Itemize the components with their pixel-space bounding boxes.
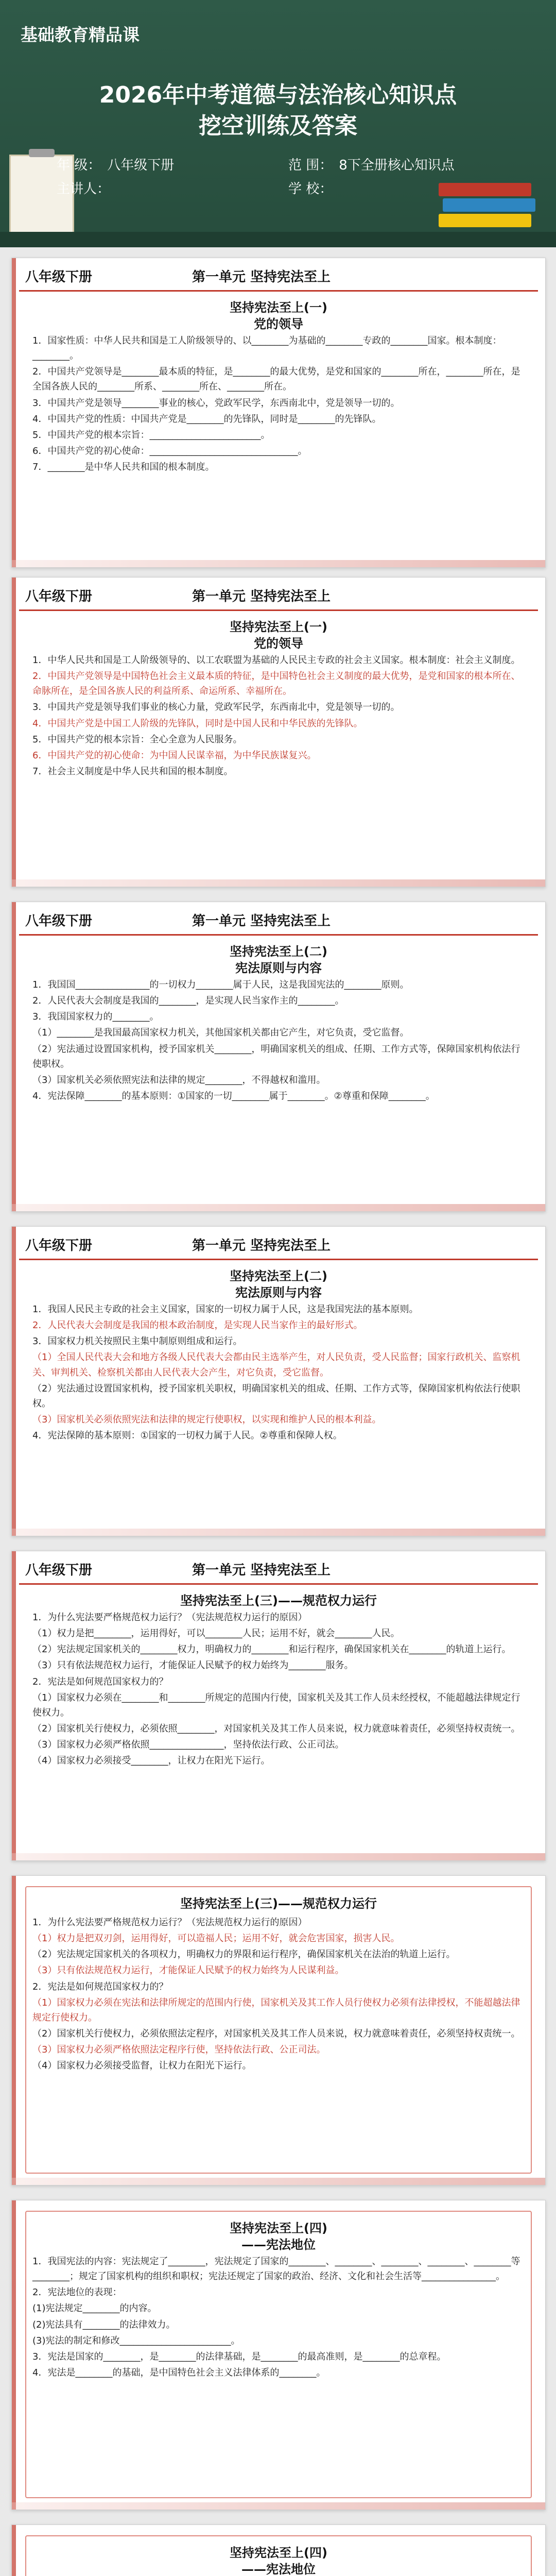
slide-grade: 八年级下册	[25, 589, 93, 604]
slide-line: （1）________是我国最高国家权力机关，其他国家机关都由它产生，对它负责，受它监督。	[32, 1027, 409, 1039]
slide-line: 2．中国共产党领导是中国特色社会主义最本质的特征，是中国特色社会主义制度的最大优势，是党和国家的根本所在、命脉所在，是全国各族人民的利益所系、命运所系、幸福所在。	[32, 671, 520, 697]
cover-header	[0, 0, 556, 247]
slide-section-title: 坚持宪法至上(三)——规范权力运行	[180, 1896, 377, 1911]
slide-line: 3．我国国家权力的________。	[32, 1011, 159, 1023]
slide-section-subtitle: ——宪法地位	[241, 2562, 316, 2576]
slide-section-subtitle: 宪法原则与内容	[235, 1285, 322, 1300]
slide-line: 1．国家性质：中华人民共和国是工人阶级领导的、以________为基础的________专政的________国家。根本制度：________。	[32, 335, 502, 362]
meta-grade-value: 八年级下册	[107, 158, 175, 173]
slide-line: （3）国家机关必须依照宪法和法律的规定行使职权，以实现和维护人民的根本利益。	[32, 1414, 381, 1426]
slide-grade: 八年级下册	[25, 1238, 93, 1253]
slide-line: 4．中国共产党是中国工人阶级的先锋队，同时是中国人民和中华民族的先锋队。	[32, 718, 363, 729]
slide-bottom-ribbon	[12, 879, 545, 887]
cover-title-line2: 挖空训练及答案	[199, 113, 357, 139]
slide-line: 3．国家权力机关按照民主集中制原则组成和运行。	[32, 1336, 242, 1347]
slide-line: 2．中国共产党领导是________最本质的特征，是________的最大优势，是党和国家的________所在，________所在，是全国各族人民的________所系、________所在、________所在。	[32, 366, 520, 393]
slide-body	[32, 977, 528, 1105]
slide-unit: 第一单元 坚持宪法至上	[192, 1563, 331, 1578]
cover-title-line1: 2026年中考道德与法治核心知识点	[99, 82, 457, 108]
slide-section-title: 坚持宪法至上(一)	[230, 620, 327, 634]
slide-line: 1．我国国________________的一切权力________属于人民，这是我国宪法的________原则。	[32, 979, 409, 990]
slide-line: 3．中国共产党是领导我们事业的核心力量，党政军民学，东西南北中，党是领导一切的。	[32, 702, 400, 713]
slide-header-rule	[19, 934, 538, 936]
slide-line: 2．人民代表大会制度是我国的根本政治制度，是实现人民当家作主的最好形式。	[32, 1320, 363, 1331]
slide-unit: 第一单元 坚持宪法至上	[192, 1238, 331, 1253]
slide-card	[11, 2200, 546, 2510]
slide-line: (2)宪法具有________的法律效力。	[32, 2319, 176, 2330]
slide-line: （2）宪法通过设置国家机构，授予国家机关________，明确国家机关的组成、任期、工作方式等，保障国家机构依法行使职权。	[32, 1043, 520, 1070]
meta-scope-value: 8下全册核心知识点	[339, 158, 455, 173]
slide-header-rule	[19, 609, 538, 611]
slide-line: 1．中华人民共和国是工人阶级领导的、以工农联盟为基础的人民民主专政的社会主义国家。根本制度：社会主义制度。	[32, 655, 520, 666]
slide-section-title: 坚持宪法至上(四)	[230, 2221, 327, 2235]
slide-grade: 八年级下册	[25, 1563, 93, 1578]
slide-card	[11, 258, 546, 568]
slide-line: 2．宪法地位的表现：	[32, 2287, 122, 2298]
slide-body	[32, 333, 528, 476]
slide-line: 2．宪法是如何规范国家权力的？	[32, 1676, 168, 1687]
slide-section-subtitle: 宪法原则与内容	[235, 961, 322, 975]
meta-scope-label: 范 围：	[288, 158, 333, 173]
brand-label: 基础教育精品课	[21, 25, 140, 45]
slide-line: （3）只有依法规范权力运行，才能保证人民赋予的权力始终为________服务。	[32, 1660, 354, 1671]
meta-speaker	[57, 178, 116, 197]
slide-line: 4．宪法保障________的基本原则：①国家的一切________属于________。②尊重和保障________。	[32, 1091, 435, 1102]
slide-line: （1）国家权力必须在________和________所规定的范围内行使，国家机关及其工作人员未经授权，不能超越法律规定行使权力。	[32, 1692, 520, 1718]
slide-line: 1．为什么宪法要严格规范权力运行？（宪法规范权力运行的原因）	[32, 1917, 307, 1928]
slide-header-rule	[19, 1259, 538, 1260]
slide-unit: 第一单元 坚持宪法至上	[192, 913, 331, 929]
books-illustration	[439, 162, 542, 240]
slide-line: （1）国家权力必须在宪法和法律所规定的范围内行使，国家机关及其工作人员行使权力必须有法律授权，不能超越法律规定行使权力。	[32, 1997, 520, 2023]
slide-header-rule	[19, 1583, 538, 1585]
slide-bottom-ribbon	[12, 1853, 545, 1860]
slide-line: 5．中国共产党的根本宗旨：________________________。	[32, 429, 270, 440]
slide-line: 4．中国共产党的性质：中国共产党是________的先锋队，同时是________的先锋队。	[32, 413, 381, 425]
slide-line: 7．________是中华人民共和国的根本制度。	[32, 462, 215, 473]
slide-bottom-ribbon	[12, 1529, 545, 1536]
slide-grade: 八年级下册	[25, 913, 93, 929]
slide-accent-bar	[12, 1876, 16, 2185]
slide-line: （3）只有依法规范权力运行，才能保证人民赋予的权力始终为人民谋利益。	[32, 1965, 344, 1976]
slide-line: （1）权力是把双刃剑，运用得好，可以造福人民；运用不好，就会危害国家，损害人民。	[32, 1933, 400, 1944]
slide-section-subtitle: 党的领导	[254, 636, 303, 651]
slide-grade: 八年级下册	[25, 269, 93, 285]
slide-card	[11, 2524, 546, 2576]
slide-line: （2）国家机关行使权力，必须依照________，对国家机关及其工作人员来说，权力就意味着责任，必须坚持权责统一。	[32, 1723, 520, 1735]
slide-card	[11, 1551, 546, 1861]
slide-line: 6．中国共产党的初心使命：________________________________。	[32, 446, 307, 457]
slide-line: （4）国家权力必须接受________，让权力在阳光下运行。	[32, 1755, 270, 1767]
slide-section-title: 坚持宪法至上(四)	[230, 2546, 327, 2560]
slide-section-title: 坚持宪法至上(二)	[230, 944, 327, 959]
slide-line: （2）宪法通过设置国家机构，授予国家机关职权，明确国家机关的组成、任期、工作方式等，保障国家机构依法行使职权。	[32, 1383, 520, 1409]
slide-line: 2．宪法是如何规范国家权力的？	[32, 1981, 168, 1992]
slide-body	[32, 1302, 528, 1444]
slide-line: （2）宪法规定国家机关的各项权力，明确权力的界限和运行程序，确保国家机关在法治的轨道上运行。	[32, 1949, 456, 1960]
slide-line: （1）全国人民代表大会和地方各级人民代表大会都由民主选举产生，对人民负责，受人民监督；国家行政机关、监察机关、审判机关、检察机关都由人民代表大会产生，对它负责，受它监督。	[32, 1352, 520, 1378]
slide-line: (1)宪法规定________的内容。	[32, 2303, 157, 2314]
slide-section-title: 坚持宪法至上(二)	[230, 1269, 327, 1283]
slide-section-title: 坚持宪法至上(一)	[230, 300, 327, 315]
slide-line: （2）国家机关行使权力，必须依照法定程序，对国家机关及其工作人员来说，权力就意味着责任，必须坚持权责统一。	[32, 2028, 520, 2040]
slide-line: 4．宪法保障的基本原则：①国家的一切权力属于人民。②尊重和保障人权。	[32, 1430, 342, 1442]
slide-card	[11, 902, 546, 1212]
slide-line: （1）权力是把________，运用得好，可以________人民；运用不好，就会________人民。	[32, 1628, 400, 1639]
slide-line: 1．我国宪法的内容：宪法规定了________，宪法规定了国家的________、________、________、________、________等________；规定了国家机构的组织和职权；宪法还规定了国家的政治、经济、文化和社会生活等________________。	[32, 2256, 520, 2282]
slide-line: （4）国家权力必须接受监督，让权力在阳光下运行。	[32, 2060, 252, 2072]
slide-section-title: 坚持宪法至上(三)——规范权力运行	[180, 1594, 377, 1608]
slide-card	[11, 577, 546, 887]
slide-body	[32, 1610, 528, 1770]
slide-unit: 第一单元 坚持宪法至上	[192, 589, 331, 604]
meta-scope	[288, 155, 455, 174]
slide-bottom-ribbon	[12, 2178, 545, 2185]
slide-section-subtitle: ——宪法地位	[241, 2238, 316, 2252]
slide-unit: 第一单元 坚持宪法至上	[192, 269, 331, 285]
slide-line: （2）宪法规定国家机关的________权力，明确权力的________和运行程序，确保国家机关在________的轨道上运行。	[32, 1644, 511, 1655]
slide-line: 6．中国共产党的初心使命：为中国人民谋幸福，为中华民族谋复兴。	[32, 750, 317, 761]
slide-card	[11, 1226, 546, 1536]
slide-line: 3．宪法是国家的________，是________的法律基础，是________的最高准则，是________的总章程。	[32, 2351, 446, 2362]
slide-line: （3）国家机关必须依照宪法和法律的规定________，不得越权和滥用。	[32, 1074, 326, 1086]
meta-school-label: 学 校：	[288, 181, 333, 197]
slide-line: 2．人民代表大会制度是我国的________，是实现人民当家作主的________。	[32, 995, 344, 1007]
slide-section-subtitle: 党的领导	[254, 317, 303, 331]
meta-school	[288, 178, 339, 197]
slide-header-rule	[19, 290, 538, 292]
slide-line: （3）国家权力必须严格依照法定程序行使，坚持依法行政、公正司法。	[32, 2044, 326, 2056]
meta-speaker-label: 主讲人：	[57, 181, 111, 197]
slide-card	[11, 1875, 546, 2185]
slide-line: 5．中国共产党的根本宗旨：全心全意为人民服务。	[32, 734, 242, 745]
cover-baseline	[0, 232, 556, 247]
slide-bottom-ribbon	[12, 1204, 545, 1211]
slide-body	[32, 1915, 528, 2075]
slide-body	[32, 653, 528, 780]
meta-grade	[57, 155, 174, 174]
slide-bottom-ribbon	[12, 2502, 545, 2510]
slide-line: 7．社会主义制度是中华人民共和国的根本制度。	[32, 766, 233, 777]
slide-line: 1．为什么宪法要严格规范权力运行？（宪法规范权力运行的原因）	[32, 1612, 307, 1623]
meta-grade-label: 年 级：	[57, 158, 101, 173]
slide-body	[32, 2254, 528, 2381]
slide-line: 4．宪法是________的基础，是中国特色社会主义法律体系的________。	[32, 2367, 326, 2379]
slide-line: （3）国家权力必须严格依照________________，坚持依法行政、公正司法。	[32, 1739, 344, 1751]
slide-line: 3．中国共产党是领导________事业的核心，党政军民学，东西南北中，党是领导一切的。	[32, 397, 400, 409]
slide-line: 1．我国人民民主专政的社会主义国家，国家的一切权力属于人民，这是我国宪法的基本原则。	[32, 1304, 419, 1315]
slide-bottom-ribbon	[12, 560, 545, 567]
slide-line: (3)宪法的制定和修改________________________。	[32, 2335, 240, 2346]
